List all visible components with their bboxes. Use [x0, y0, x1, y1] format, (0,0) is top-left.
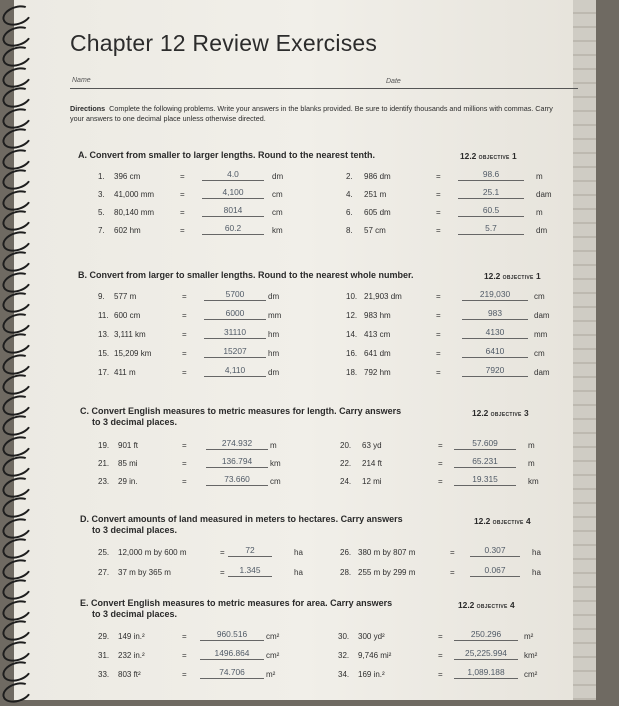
equals-sign: =	[180, 226, 185, 235]
name-date-line[interactable]	[70, 88, 578, 89]
answer-unit: m	[536, 208, 543, 217]
equals-sign: =	[182, 441, 187, 450]
equals-sign: =	[438, 441, 443, 450]
section-c-heading-line1: C. Convert English measures to metric measures for length. Carry answers	[80, 406, 402, 416]
problem-quantity: 605 dm	[364, 208, 391, 217]
equals-sign: =	[180, 208, 185, 217]
name-field-label: Name	[72, 77, 91, 84]
section-d-objective	[474, 516, 531, 526]
problem-number: 28.	[340, 568, 352, 577]
problem-quantity: 37 m by 365 m	[118, 568, 171, 577]
objective-word: OBJECTIVE	[492, 520, 524, 526]
objective-number: 12.2	[460, 151, 477, 161]
equals-sign: =	[182, 330, 187, 339]
answer-blank[interactable]: 4130	[462, 327, 528, 339]
problem-quantity: 214 ft	[362, 459, 383, 468]
answer-blank[interactable]: 1,089.188	[454, 667, 518, 679]
answer-unit: dam	[534, 311, 550, 320]
answer-unit: km²	[524, 651, 538, 660]
answer-blank[interactable]: 250.296	[454, 629, 518, 641]
objective-id: 1	[512, 151, 517, 161]
problem-quantity: 85 mi	[118, 459, 138, 468]
answer-blank[interactable]: 983	[462, 308, 528, 320]
problem-quantity: 792 hm	[364, 368, 391, 377]
problem-number: 29.	[98, 632, 110, 641]
problem-quantity: 901 ft	[118, 441, 139, 450]
answer-blank[interactable]: 25.1	[458, 187, 524, 199]
problem-number: 4.	[346, 190, 353, 199]
problem-number: 22.	[340, 459, 352, 468]
problem-number: 24.	[340, 477, 352, 486]
directions	[70, 104, 560, 124]
problem-quantity: 232 in.²	[118, 651, 145, 660]
problem-quantity: 300 yd²	[358, 632, 385, 641]
directions-text: Complete the following problems. Write your answers in the blanks provided. Be sure to identify thousands and millions with commas. Carry your answers to one decimal place unless otherwise directed.	[70, 104, 553, 123]
answer-unit: hm	[268, 330, 280, 339]
objective-word: OBJECTIVE	[478, 155, 510, 161]
problem-number: 18.	[346, 368, 358, 377]
objective-number: 12.2	[484, 271, 501, 281]
answer-unit: dm	[268, 368, 280, 377]
problem-number: 26.	[340, 548, 352, 557]
equals-sign: =	[450, 568, 455, 577]
problem-quantity: 396 cm	[114, 172, 141, 181]
directions-label: Directions	[70, 104, 106, 113]
problem-quantity: 380 m by 807 m	[358, 548, 416, 557]
equals-sign: =	[436, 190, 441, 199]
answer-unit: ha	[294, 568, 303, 577]
problem-quantity: 29 in.	[118, 477, 138, 486]
objective-id: 4	[526, 516, 531, 526]
answer-blank[interactable]: 6000	[204, 308, 266, 320]
equals-sign: =	[438, 459, 443, 468]
problem-quantity: 63 yd	[362, 441, 382, 450]
answer-unit: cm²	[266, 632, 280, 641]
problem-quantity: 41,000 mm	[114, 190, 155, 199]
problem-number: 6.	[346, 208, 353, 217]
equals-sign: =	[436, 292, 441, 301]
problem-number: 34.	[338, 670, 350, 679]
answer-blank[interactable]: 19.315	[454, 474, 516, 486]
problem-number: 8.	[346, 226, 353, 235]
answer-unit: km	[272, 226, 283, 235]
problem-quantity: 803 ft²	[118, 670, 141, 679]
section-a-objective	[460, 151, 517, 161]
problem-number: 7.	[98, 226, 105, 235]
answer-blank[interactable]: 136.794	[206, 456, 268, 468]
problem-quantity: 80,140 mm	[114, 208, 155, 217]
problem-number: 1.	[98, 172, 105, 181]
answer-blank[interactable]: 4,110	[204, 365, 266, 377]
answer-blank[interactable]: 98.6	[458, 169, 524, 181]
equals-sign: =	[438, 651, 443, 660]
answer-blank[interactable]: 65.231	[454, 456, 516, 468]
problem-number: 31.	[98, 651, 110, 660]
objective-id: 1	[536, 271, 541, 281]
answer-blank[interactable]: 74.706	[200, 667, 264, 679]
problem-number: 21.	[98, 459, 110, 468]
answer-blank[interactable]: 0.307	[470, 545, 520, 557]
answer-unit: m	[270, 441, 277, 450]
equals-sign: =	[182, 311, 187, 320]
section-d-heading	[80, 514, 403, 536]
answer-unit: dm	[536, 226, 548, 235]
answer-unit: cm	[534, 292, 545, 301]
answer-unit: cm	[272, 208, 283, 217]
problem-number: 16.	[346, 349, 358, 358]
answer-blank[interactable]: 1.345	[228, 565, 272, 577]
answer-unit: ha	[294, 548, 303, 557]
problem-quantity: 641 dm	[364, 349, 391, 358]
page-edge-strip	[573, 0, 596, 700]
answer-unit: ha	[532, 548, 541, 557]
problem-quantity: 986 dm	[364, 172, 391, 181]
answer-blank[interactable]: 72	[228, 545, 272, 557]
answer-unit: km	[270, 459, 281, 468]
problem-number: 33.	[98, 670, 110, 679]
answer-unit: mm	[534, 330, 548, 339]
answer-blank[interactable]: 0.067	[470, 565, 520, 577]
equals-sign: =	[180, 172, 185, 181]
problem-number: 20.	[340, 441, 352, 450]
problem-quantity: 411 m	[114, 368, 136, 377]
problem-number: 23.	[98, 477, 110, 486]
answer-blank[interactable]: 5.7	[458, 223, 524, 235]
objective-number: 12.2	[474, 516, 491, 526]
problem-quantity: 251 m	[364, 190, 387, 199]
answer-unit: mm	[268, 311, 282, 320]
equals-sign: =	[182, 632, 187, 641]
problem-number: 5.	[98, 208, 105, 217]
problem-quantity: 169 in.²	[358, 670, 385, 679]
equals-sign: =	[436, 349, 441, 358]
problem-quantity: 602 hm	[114, 226, 141, 235]
problem-number: 12.	[346, 311, 358, 320]
problem-quantity: 413 cm	[364, 330, 391, 339]
problem-quantity: 9,746 mi²	[358, 651, 392, 660]
answer-unit: m²	[266, 670, 276, 679]
answer-blank[interactable]: 7920	[462, 365, 528, 377]
problem-quantity: 21,903 dm	[364, 292, 402, 301]
equals-sign: =	[436, 208, 441, 217]
answer-unit: ha	[532, 568, 541, 577]
answer-blank[interactable]: 15207	[204, 346, 266, 358]
answer-blank[interactable]: 60.5	[458, 205, 524, 217]
problem-quantity: 12 mi	[362, 477, 382, 486]
answer-blank[interactable]: 8014	[202, 205, 264, 217]
problem-quantity: 600 cm	[114, 311, 141, 320]
objective-word: OBJECTIVE	[490, 412, 522, 418]
equals-sign: =	[182, 477, 187, 486]
answer-blank[interactable]: 1496.864	[200, 648, 264, 660]
problem-number: 32.	[338, 651, 350, 660]
section-c-heading-line2: to 3 decimal places.	[92, 417, 178, 427]
section-a-heading: A. Convert from smaller to larger lengths. Round to the nearest tenth.	[78, 150, 376, 160]
answer-unit: dam	[536, 190, 552, 199]
answer-blank[interactable]: 60.2	[202, 223, 264, 235]
equals-sign: =	[436, 368, 441, 377]
answer-blank[interactable]: 31110	[204, 327, 266, 339]
objective-id: 3	[524, 408, 529, 418]
equals-sign: =	[182, 459, 187, 468]
section-e-heading-line2: to 3 decimal places.	[92, 609, 178, 619]
problem-quantity: 15,209 km	[114, 349, 152, 358]
objective-number: 12.2	[458, 600, 475, 610]
answer-unit: cm²	[524, 670, 538, 679]
answer-blank[interactable]: 6410	[462, 346, 528, 358]
objective-id: 4	[510, 600, 515, 610]
section-e-objective	[458, 600, 515, 610]
answer-blank[interactable]: 4.0	[202, 169, 264, 181]
section-c-heading	[80, 406, 401, 428]
section-b-heading: B. Convert from larger to smaller lengths. Round to the nearest whole number.	[78, 270, 414, 280]
answer-unit: dam	[534, 368, 550, 377]
page-title: Chapter 12 Review Exercises	[70, 30, 378, 56]
problem-number: 10.	[346, 292, 358, 301]
equals-sign: =	[438, 670, 443, 679]
equals-sign: =	[438, 632, 443, 641]
answer-blank[interactable]: 4,100	[202, 187, 264, 199]
problem-number: 19.	[98, 441, 110, 450]
problem-number: 9.	[98, 292, 105, 301]
equals-sign: =	[436, 330, 441, 339]
section-e-heading-line1: E. Convert English measures to metric measures for area. Carry answers	[80, 598, 393, 608]
problem-number: 3.	[98, 190, 105, 199]
objective-number: 12.2	[472, 408, 489, 418]
answer-blank[interactable]: 960.516	[200, 629, 264, 641]
problem-number: 11.	[98, 311, 109, 320]
answer-unit: m	[536, 172, 543, 181]
answer-blank[interactable]: 73.660	[206, 474, 268, 486]
equals-sign: =	[182, 349, 187, 358]
equals-sign: =	[438, 477, 443, 486]
equals-sign: =	[182, 651, 187, 660]
answer-unit: cm	[270, 477, 281, 486]
equals-sign: =	[182, 670, 187, 679]
answer-unit: dm	[268, 292, 280, 301]
equals-sign: =	[180, 190, 185, 199]
equals-sign: =	[436, 226, 441, 235]
answer-blank[interactable]: 25,225.994	[454, 648, 518, 660]
answer-unit: hm	[268, 349, 280, 358]
section-e-heading	[80, 598, 392, 620]
answer-unit: km	[528, 477, 539, 486]
problem-number: 25.	[98, 548, 110, 557]
equals-sign: =	[220, 568, 225, 577]
equals-sign: =	[436, 172, 441, 181]
problem-quantity: 57 cm	[364, 226, 386, 235]
problem-quantity: 255 m by 299 m	[358, 568, 416, 577]
problem-quantity: 12,000 m by 600 m	[118, 548, 187, 557]
answer-unit: m	[528, 441, 535, 450]
equals-sign: =	[436, 311, 441, 320]
problem-number: 2.	[346, 172, 353, 181]
equals-sign: =	[182, 368, 187, 377]
section-d-heading-line2: to 3 decimal places.	[92, 525, 178, 535]
problem-number: 17.	[98, 368, 110, 377]
equals-sign: =	[220, 548, 225, 557]
section-c-objective	[472, 408, 529, 418]
objective-word: OBJECTIVE	[476, 604, 508, 610]
problem-number: 14.	[346, 330, 358, 339]
problem-number: 30.	[338, 632, 350, 641]
answer-unit: m²	[524, 632, 534, 641]
answer-blank[interactable]: 5700	[204, 289, 266, 301]
problem-number: 13.	[98, 330, 110, 339]
date-field-label: Date	[386, 78, 401, 85]
answer-blank[interactable]: 219,030	[462, 289, 528, 301]
section-b-objective	[484, 271, 541, 281]
equals-sign: =	[182, 292, 187, 301]
problem-number: 15.	[98, 349, 110, 358]
worksheet-page	[14, 0, 596, 700]
objective-word: OBJECTIVE	[502, 275, 534, 281]
answer-unit: cm²	[266, 651, 280, 660]
section-d-heading-line1: D. Convert amounts of land measured in meters to hectares. Carry answers	[80, 514, 403, 524]
answer-blank[interactable]: 274.932	[206, 438, 268, 450]
problem-quantity: 577 m	[114, 292, 137, 301]
problem-quantity: 149 in.²	[118, 632, 145, 641]
answer-unit: cm	[534, 349, 545, 358]
problem-number: 27.	[98, 568, 110, 577]
equals-sign: =	[450, 548, 455, 557]
problem-quantity: 983 hm	[364, 311, 391, 320]
answer-blank[interactable]: 57.609	[454, 438, 516, 450]
problem-quantity: 3,111 km	[114, 330, 146, 339]
answer-unit: dm	[272, 172, 284, 181]
answer-unit: cm	[272, 190, 283, 199]
answer-unit: m	[528, 459, 535, 468]
